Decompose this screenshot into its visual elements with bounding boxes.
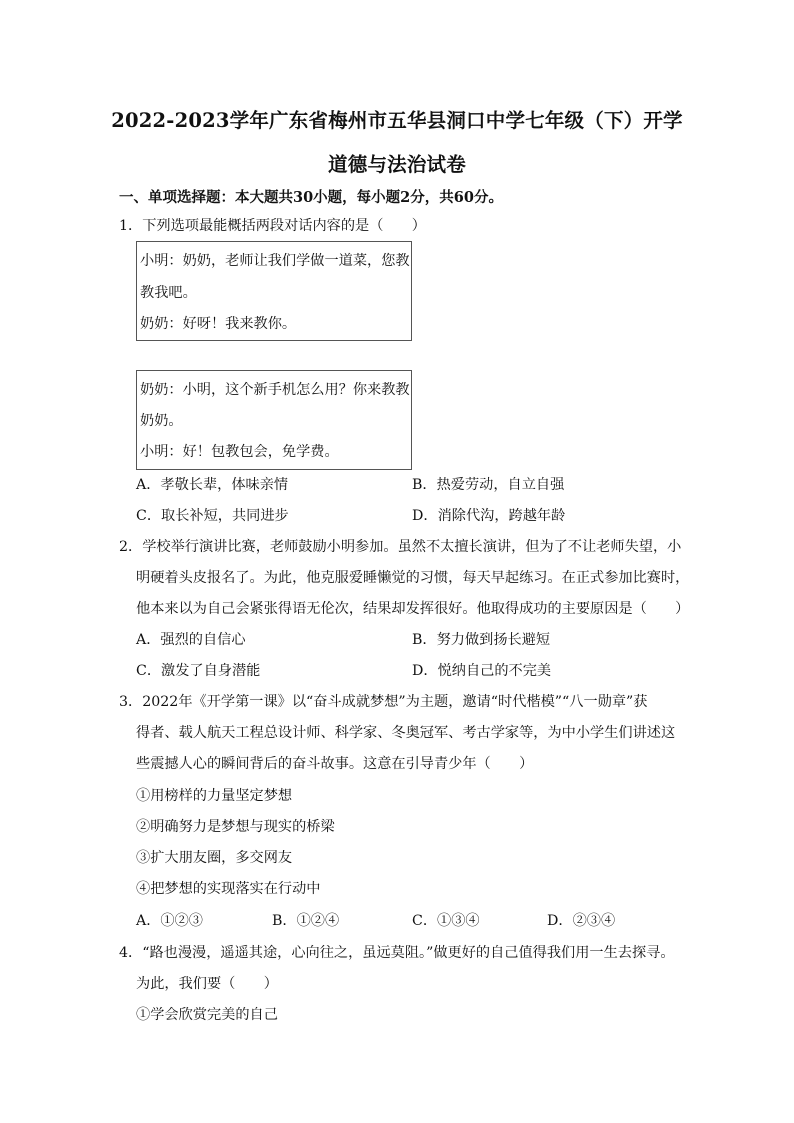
q1-option-a: A．孝敬长辈，体味亲情 <box>136 477 289 493</box>
q3-item: ③扩大朋友圈，多交网友 <box>136 850 293 866</box>
q2-option-a: A．强烈的自信心 <box>136 632 246 648</box>
q1-option-d: D．消除代沟，跨越年龄 <box>412 508 566 524</box>
q2-line: 2．学校举行演讲比赛，老师鼓励小明参加。虽然不太擅长演讲，但为了不让老师失望，小 <box>119 539 682 555</box>
dialogue-line: 奶奶。 <box>140 413 183 429</box>
exam-title-line1: 2022-2023学年广东省梅州市五华县洞口中学七年级（下）开学 <box>111 109 683 132</box>
q2-line: 他本来以为自己会紧张得语无伦次，结果却发挥很好。他取得成功的主要原因是（ ） <box>136 601 690 617</box>
q1-option-c: C．取长补短，共同进步 <box>136 508 289 524</box>
q2-option-d: D．悦纳自己的不完美 <box>412 663 552 679</box>
q3-option-a: A．①②③ <box>136 913 203 929</box>
dialogue-box-2 <box>136 370 412 470</box>
q1-stem: 1．下列选项最能概括两段对话内容的是（ ） <box>119 218 426 234</box>
section-heading: 一、单项选择题：本大题共30小题，每小题2分，共60分。 <box>119 189 503 206</box>
q3-option-b: B．①②④ <box>272 913 340 929</box>
q2-option-b: B．努力做到扬长避短 <box>412 632 551 648</box>
dialogue-line: 教我吧。 <box>140 285 197 301</box>
q4-line: 4．“路也漫漫，遥遥其途，心向往之，虽远莫阻。”做更好的自己值得我们用一生去探寻。 <box>119 945 675 961</box>
q3-item: ②明确努力是梦想与现实的桥梁 <box>136 819 335 835</box>
q3-line: 些震撼人心的瞬间背后的奋斗故事。这意在引导青少年（ ） <box>136 756 534 772</box>
dialogue-line: 奶奶：好呀！我来教你。 <box>140 316 297 332</box>
dialogue-line: 奶奶：小明，这个新手机怎么用？你来教教 <box>140 382 410 398</box>
dialogue-line: 小明：奶奶，老师让我们学做一道菜，您教 <box>140 253 410 269</box>
q1-option-b: B．热爱劳动，自立自强 <box>412 477 565 493</box>
q3-line: 得者、载人航天工程总设计师、科学家、冬奥冠军、考古学家等，为中小学生们讲述这 <box>136 725 676 741</box>
q3-item: ④把梦想的实现落实在行动中 <box>136 881 321 897</box>
q3-option-d: D．②③④ <box>547 913 616 929</box>
dialogue-line: 小明：好！包教包会，免学费。 <box>140 444 339 460</box>
q3-option-c: C．①③④ <box>412 913 480 929</box>
q4-item: ①学会欣赏完美的自己 <box>136 1007 278 1023</box>
q2-line: 明硬着头皮报名了。为此，他克服爱睡懒觉的习惯，每天早起练习。在正式参加比赛时， <box>136 570 690 586</box>
q2-option-c: C．激发了自身潜能 <box>136 663 261 679</box>
q3-line: 3．2022年《开学第一课》以“奋斗成就梦想”为主题，邀请“时代楷模”“八一勋章”获 <box>119 694 648 710</box>
exam-title-line2: 道德与法治试卷 <box>328 153 466 176</box>
q3-item: ①用榜样的力量坚定梦想 <box>136 788 293 804</box>
q4-line: 为此，我们要（ ） <box>136 976 278 992</box>
dialogue-box-1 <box>136 241 412 341</box>
